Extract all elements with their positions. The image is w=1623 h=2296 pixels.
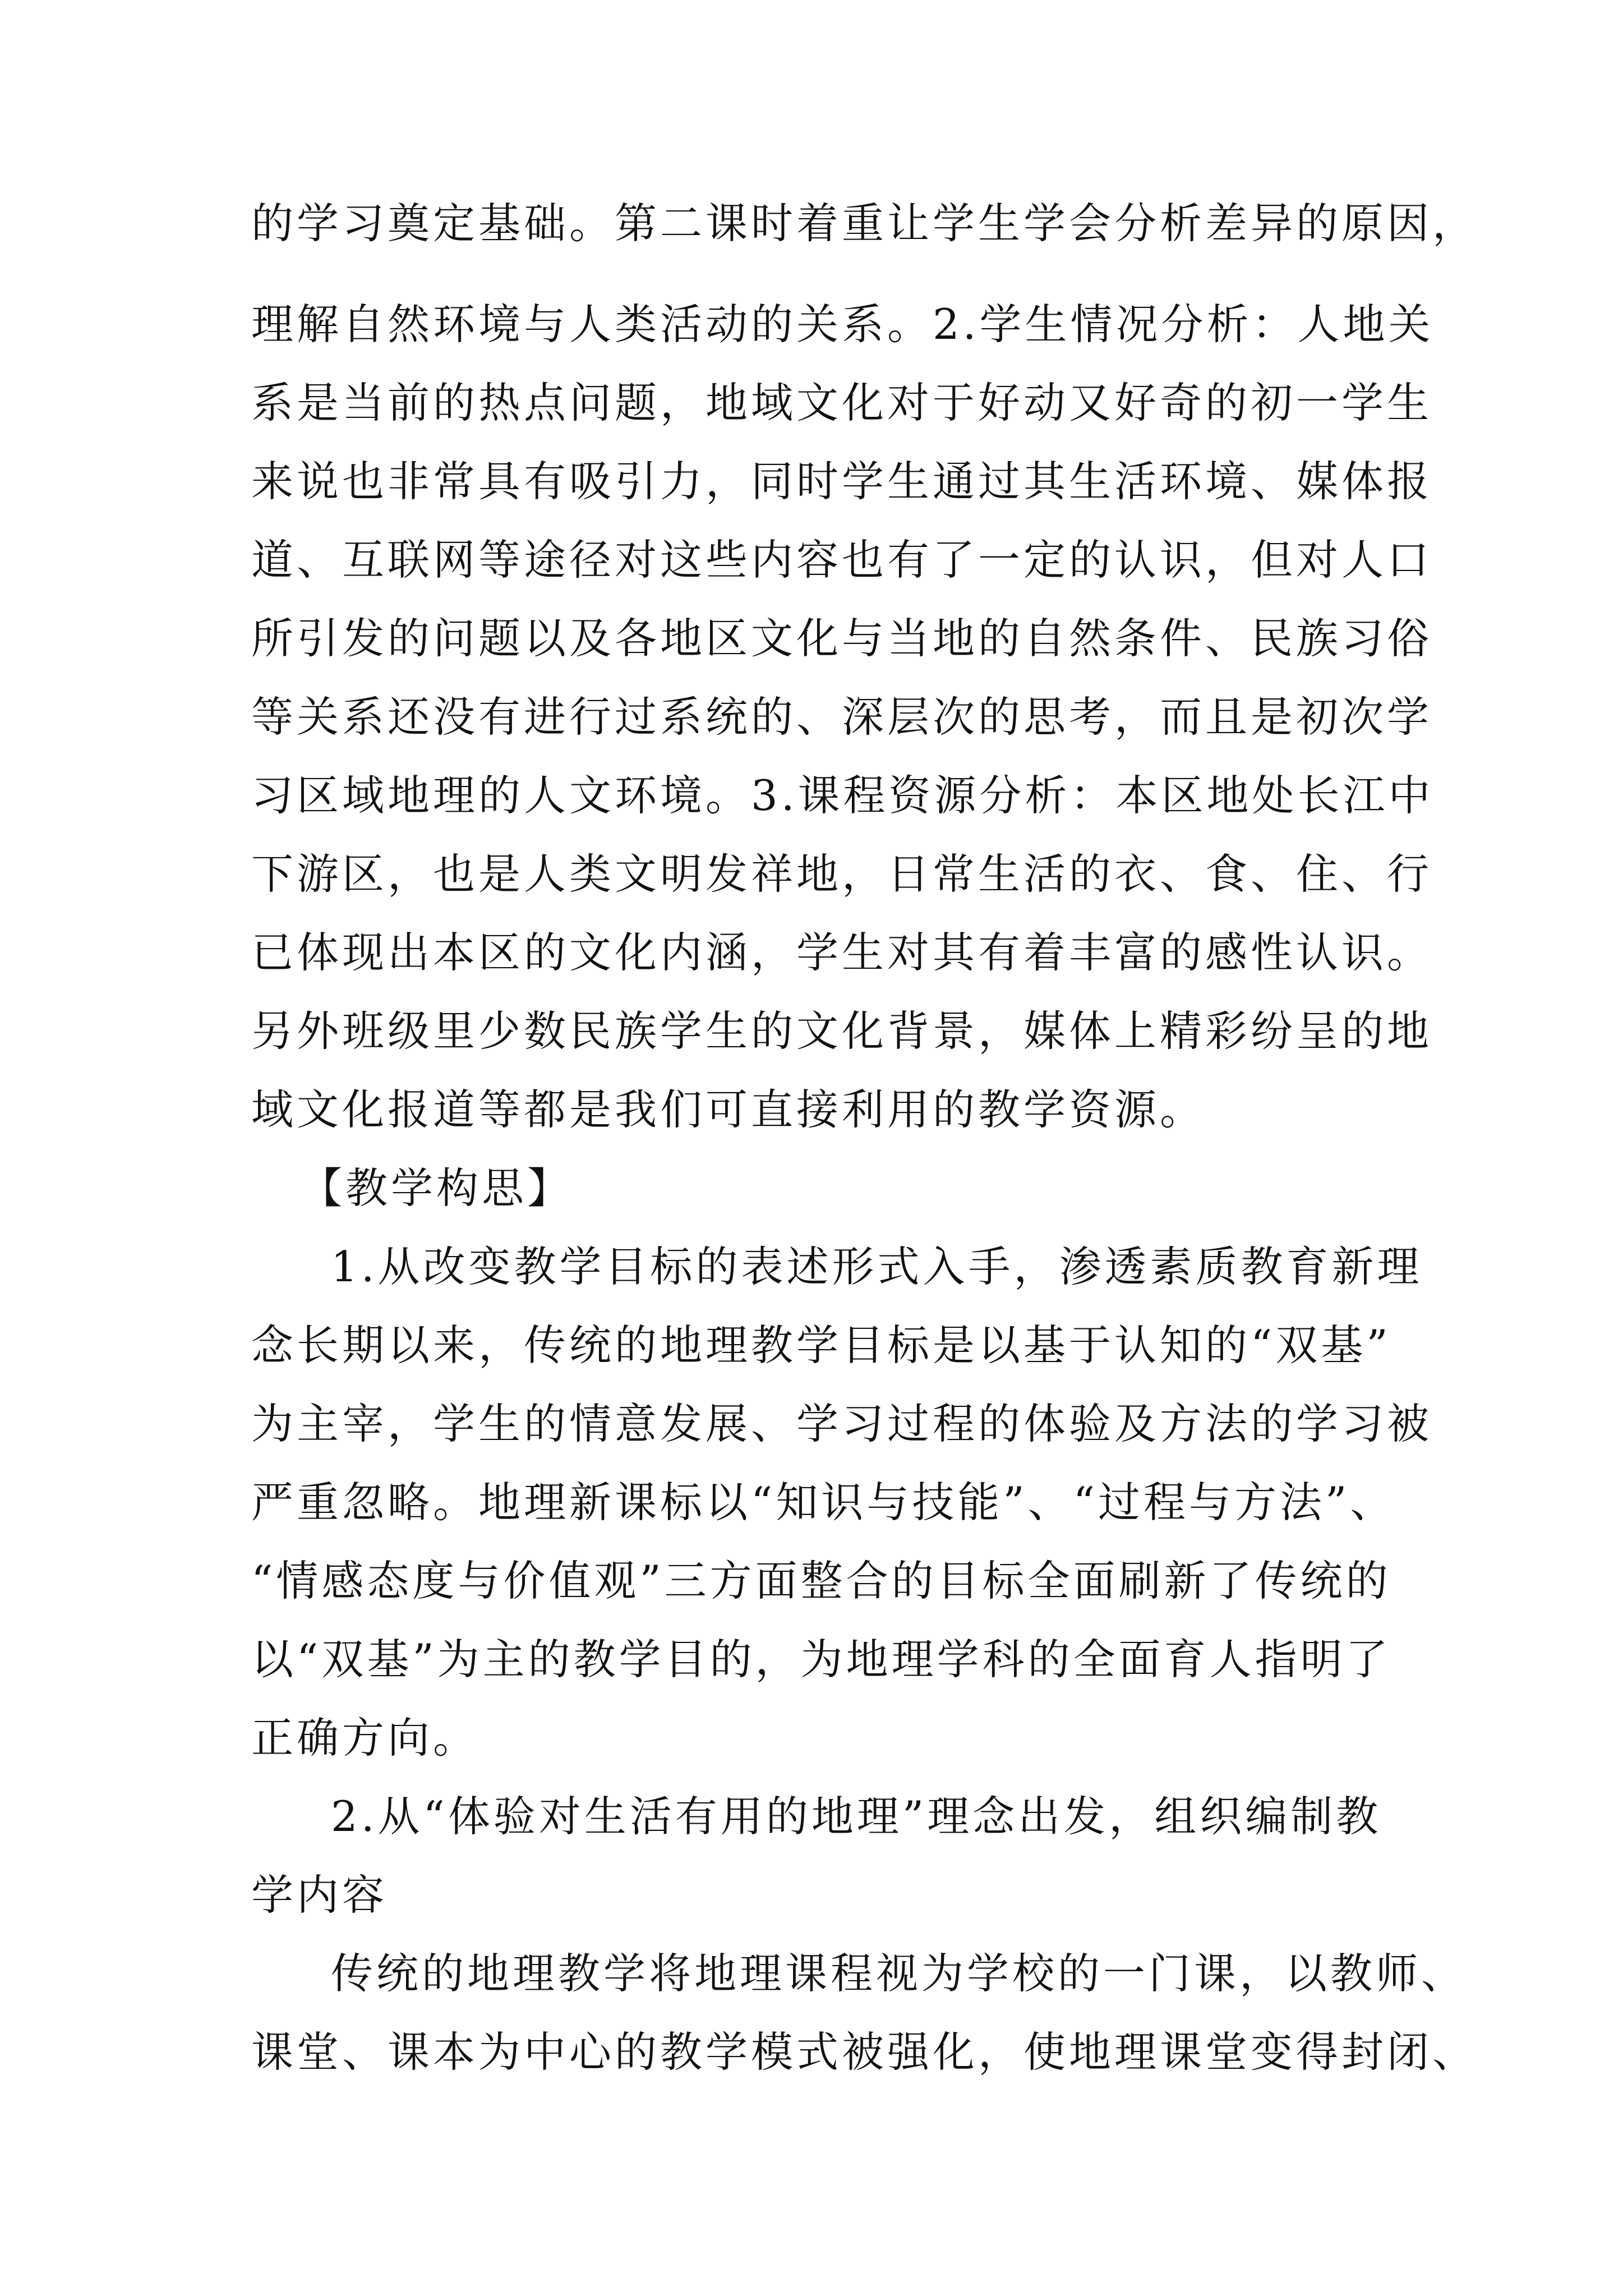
text-line: 域文化报道等都是我们可直接利用的教学资源。 [251, 1085, 1206, 1134]
text-line: 的学习奠定基础。第二课时着重让学生学会分析差异的原因， [251, 199, 1478, 248]
section-heading: 【教学构思】 [300, 1163, 573, 1213]
text-line: 正确方向。 [251, 1713, 479, 1763]
text-line: 道、互联网等途径对这些内容也有了一定的认识，但对人口 [251, 535, 1433, 585]
text-line: 所引发的问题以及各地区文化与当地的自然条件、民族习俗 [251, 614, 1433, 663]
text-line: 为主宰，学生的情意发展、学习过程的体验及方法的学习被 [251, 1399, 1433, 1448]
text-line: 2.从“体验对生活有用的地理”理念出发，组织编制教 [331, 1792, 1382, 1841]
text-line: 念长期以来，传统的地理教学目标是以基于认知的“双基” [251, 1320, 1391, 1370]
text-line: 严重忽略。地理新课标以“知识与技能”、“过程与方法”、 [251, 1478, 1396, 1527]
text-line: 来说也非常具有吸引力，同时学生通过其生活环境、媒体报 [251, 457, 1433, 506]
text-line: 系是当前的热点问题，地域文化对于好动又好奇的初一学生 [251, 378, 1433, 427]
text-line: 以“双基”为主的教学目的，为地理学科的全面育人指明了 [251, 1635, 1391, 1684]
text-line: 习区域地理的人文环境。3.课程资源分析：本区地处长江中 [251, 771, 1434, 820]
text-line: 传统的地理教学将地理课程视为学校的一门课，以教师、 [331, 1949, 1467, 1998]
text-line: 下游区，也是人类文明发祥地，日常生活的衣、食、住、行 [251, 849, 1433, 899]
text-line: 已体现出本区的文化内涵，学生对其有着丰富的感性认识。 [251, 928, 1433, 977]
text-line: 学内容 [251, 1870, 388, 1920]
text-line: 课堂、课本为中心的教学模式被强化，使地理课堂变得封闭、 [251, 2027, 1478, 2077]
text-line: 1.从改变教学目标的表述形式入手，渗透素质教育新理 [331, 1242, 1423, 1291]
text-line: 理解自然环境与人类活动的关系。2.学生情况分析：人地关 [251, 300, 1434, 349]
text-line: 另外班级里少数民族学生的文化背景，媒体上精彩纷呈的地 [251, 1006, 1433, 1056]
text-line: 等关系还没有进行过系统的、深层次的思考，而且是初次学 [251, 692, 1433, 742]
text-line: “情感态度与价值观”三方面整合的目标全面刷新了传统的 [251, 1556, 1391, 1605]
